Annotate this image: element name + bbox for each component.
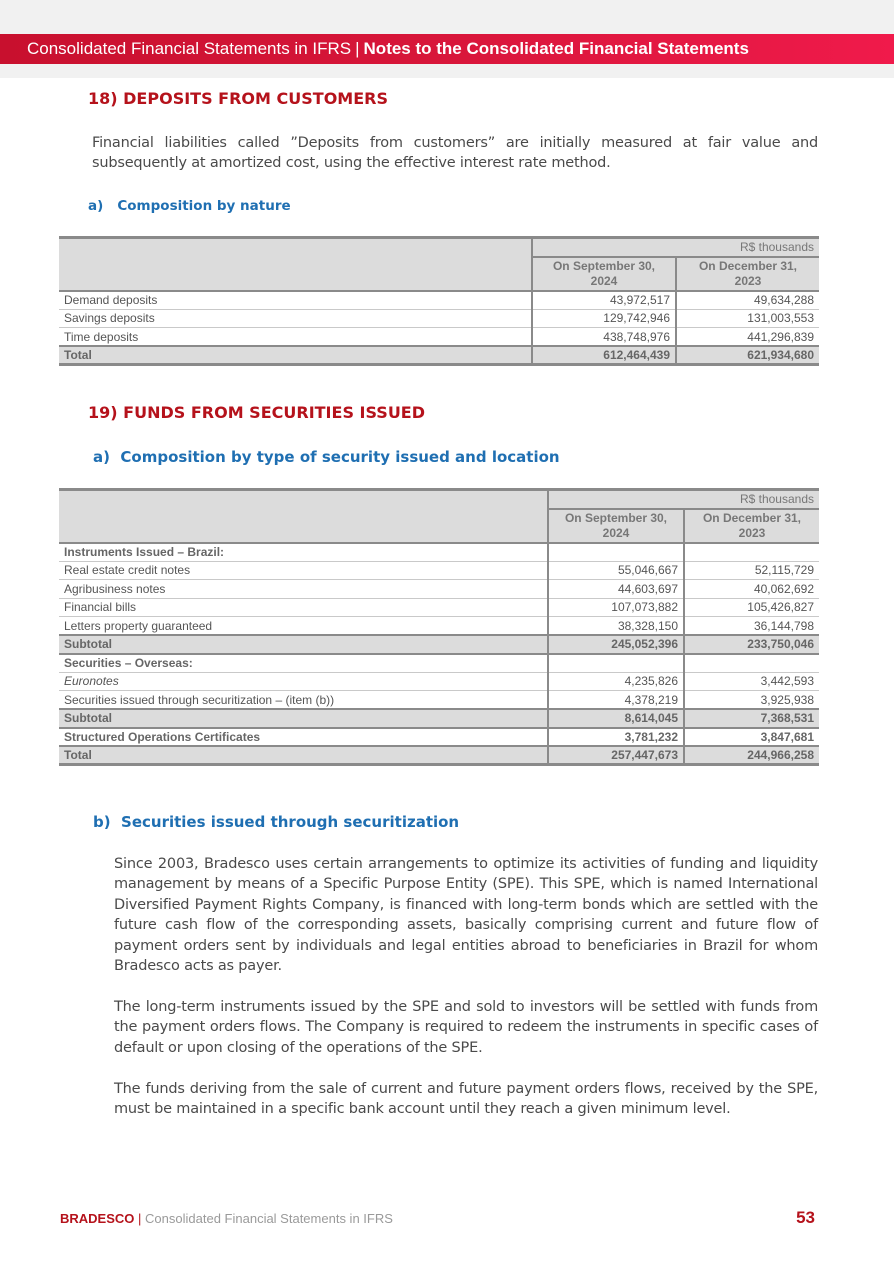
subtotal-row-overseas: Subtotal 8,614,045 7,368,531 — [59, 709, 819, 728]
section-18-intro: Financial liabilities called ”Deposits from customers” are initially measured at fair value and subsequently at amortized cost, using the effective interest rate method. — [92, 135, 818, 172]
section-18-subtitle-a: a) Composition by nature — [88, 198, 291, 214]
header-doc-title: Consolidated Financial Statements in IFRS — [27, 39, 352, 58]
section-19-subtitle-b: b) Securities issued through securitization — [93, 813, 460, 831]
table-row: Agribusiness notes 44,603,697 40,062,692 — [59, 580, 819, 599]
page-number: 53 — [796, 1208, 815, 1227]
securities-table — [59, 488, 819, 766]
footer-doc-title: Consolidated Financial Statements in IFRS — [145, 1211, 393, 1226]
unit-label: R$ thousands — [548, 490, 819, 509]
table-row: Euronotes 4,235,826 3,442,593 — [59, 672, 819, 691]
col-header-dec-2023: On December 31, 2023 — [676, 257, 819, 291]
securitization-paragraph-1: Since 2003, Bradesco uses certain arrangements to optimize its activities of funding and liquidity management by means of a Specific Purpose Entity (SPE). This SPE, which is named International Diversified Payment Rights Company, is financed with long-term bonds which are settled with the future cash flow of the corresponding assets, basically comprising current and future flow of payment orders sent by individuals and legal entities abroad to beneficiaries in Brazil for whom Bradesco acts as payer. — [114, 856, 818, 975]
col-header-sep-2024: On September 30, 2024 — [548, 509, 684, 543]
col-header-sep-2024: On September 30, 2024 — [532, 257, 676, 291]
unit-label: R$ thousands — [532, 238, 819, 257]
table-total-row: Total 612,464,439 621,934,680 — [59, 346, 819, 365]
securitization-paragraph-2: The long-term instruments issued by the SPE and sold to investors will be settled with funds from the payment orders flows. The Company is required to redeem the instruments in specific cases of default or upon closing of the operations of the SPE. — [114, 999, 818, 1056]
page-header — [0, 34, 894, 64]
table-unit-row — [59, 490, 819, 509]
subtotal-row-brazil: Subtotal 245,052,396 233,750,046 — [59, 635, 819, 654]
footer-separator: | — [138, 1211, 142, 1226]
header-section-title: Notes to the Consolidated Financial Statements — [363, 39, 749, 58]
table-row: Demand deposits 43,972,517 49,634,288 — [59, 291, 819, 310]
table-row: Time deposits 438,748,976 441,296,839 — [59, 328, 819, 347]
table-row: Savings deposits 129,742,946 131,003,553 — [59, 309, 819, 328]
table-row: Letters property guaranteed 38,328,150 36,144,798 — [59, 617, 819, 636]
footer-brand: BRADESCO — [60, 1211, 135, 1226]
group-header-brazil: Instruments Issued – Brazil: — [59, 543, 819, 562]
section-19-title: 19) FUNDS FROM SECURITIES ISSUED — [88, 403, 426, 422]
table-unit-row — [59, 238, 819, 257]
header-separator: | — [355, 39, 360, 58]
group-header-overseas: Securities – Overseas: — [59, 654, 819, 673]
structured-operations-row: Structured Operations Certificates 3,781,232 3,847,681 — [59, 728, 819, 747]
table-total-row: Total 257,447,673 244,966,258 — [59, 746, 819, 765]
section-18-title: 18) DEPOSITS FROM CUSTOMERS — [88, 89, 388, 108]
table-row: Real estate credit notes 55,046,667 52,115,729 — [59, 561, 819, 580]
table-row: Securities issued through securitization – (item (b)) 4,378,219 3,925,938 — [59, 691, 819, 710]
table-row: Financial bills 107,073,882 105,426,827 — [59, 598, 819, 617]
section-19-subtitle-a: a) Composition by type of security issued and location — [93, 448, 560, 466]
deposits-table — [59, 236, 819, 366]
col-header-dec-2023: On December 31, 2023 — [684, 509, 819, 543]
page-footer — [60, 1211, 393, 1226]
securitization-paragraph-3: The funds deriving from the sale of current and future payment orders flows, received by the SPE, must be maintained in a specific bank account until they reach a given minimum level. — [114, 1081, 818, 1118]
